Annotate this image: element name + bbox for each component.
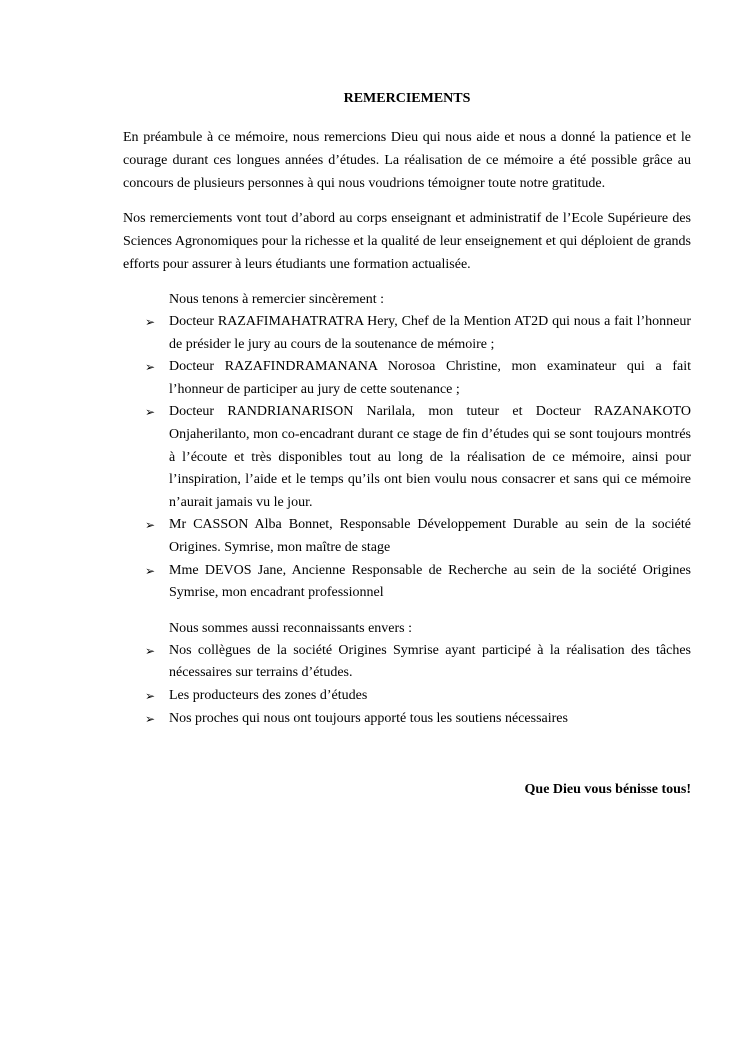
list-item-text: Mr CASSON Alba Bonnet, Responsable Développement Durable au sein de la société Origines. Symrise, mon maître de stage [169, 517, 691, 555]
arrow-bullet-icon: ➢ [145, 688, 156, 703]
arrow-bullet-icon: ➢ [145, 360, 156, 375]
document-page [123, 88, 691, 801]
grateful-list [123, 640, 691, 730]
arrow-bullet-icon: ➢ [145, 315, 156, 329]
list-item [123, 401, 691, 514]
paragraph-preamble: En préambule à ce mémoire, nous remercions Dieu qui nous aide et nous a donné la patience et le courage durant ces longues années d’études. La réalisation de ce mémoire a été possible grâce au concours de plusieurs personnes à qui nous voudrions témoigner toute notre gratitude. [123, 130, 691, 191]
list-item [123, 356, 691, 401]
list-item [123, 640, 691, 685]
closing-blessing: Que Dieu vous bénisse tous! [524, 782, 691, 798]
list-item [123, 685, 691, 708]
list-item [123, 514, 691, 559]
list-item-text: Docteur RANDRIANARISON Narilala, mon tuteur et Docteur RAZANAKOTO Onjaherilanto, mon co-encadrant durant ce stage de fin d’études qui se sont toujours montrés à l’écoute et très disponibles tout au long de la réalisation de ce mémoire, ainsi pour l’inspiration, l’aide et le temps qu’ils ont bien voulu nous consacrer et sans qui ce mémoire n’aurait jamais vu le jour. [169, 404, 691, 510]
list-item-text: Nos proches qui nous ont toujours apporté tous les soutiens nécessaires [169, 710, 568, 726]
thanks-intro: Nous tenons à remercier sincèrement : [169, 292, 384, 307]
list-item [123, 708, 691, 731]
list-item-text: Docteur RAZAFINDRAMANANA Norosoa Christine, mon examinateur qui a fait l’honneur de participer au jury de cette soutenance ; [169, 359, 691, 397]
list-item-text: Mme DEVOS Jane, Ancienne Responsable de Recherche au sein de la société Origines Symrise, mon encadrant professionnel [169, 562, 691, 601]
arrow-bullet-icon: ➢ [145, 518, 156, 533]
thanks-list [123, 311, 691, 605]
paragraph-school-thanks: Nos remerciements vont tout d’abord au corps enseignant et administratif de l’Ecole Supérieure des Sciences Agronomiques pour la richesse et la qualité de leur enseignement et qui déploient de grands efforts pour assurer à leurs étudiants une formation actualisée. [123, 211, 691, 272]
page-title: REMERCIEMENTS [343, 91, 471, 106]
arrow-bullet-icon: ➢ [145, 405, 156, 420]
arrow-bullet-icon: ➢ [145, 563, 156, 578]
list-item [123, 311, 691, 356]
grateful-intro: Nous sommes aussi reconnaissants envers : [169, 620, 413, 636]
arrow-bullet-icon: ➢ [145, 711, 156, 726]
list-item-text: Nos collègues de la société Origines Symrise ayant participé à la réalisation des tâches nécessaires sur terrains d’études. [169, 642, 691, 681]
list-item-text: Docteur RAZAFIMAHATRATRA Hery, Chef de la Mention AT2D qui nous a fait l’honneur de présider le jury au cours de la soutenance de mémoire ; [169, 314, 691, 352]
arrow-bullet-icon: ➢ [145, 643, 156, 658]
list-item [123, 560, 691, 605]
list-item-text: Les producteurs des zones d’études [169, 687, 368, 703]
